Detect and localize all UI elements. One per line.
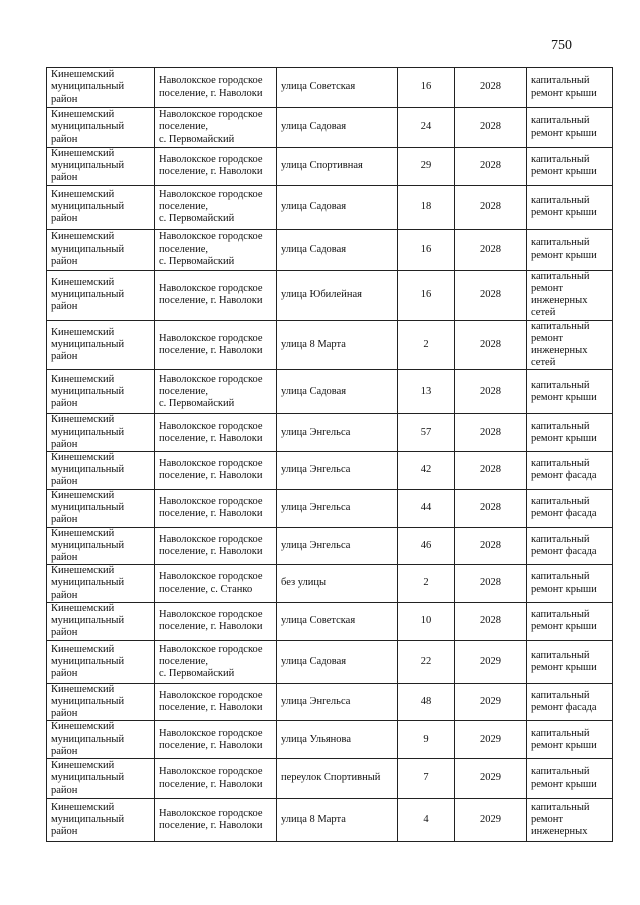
district-cell-text: Кинешемский муниципальный район <box>51 760 125 796</box>
district-cell <box>47 799 155 842</box>
settlement-cell-text: Наволокское городское поселение, г. Наволоки <box>159 154 263 178</box>
street-cell <box>277 759 398 799</box>
settlement-cell <box>155 640 277 683</box>
table-body <box>47 68 613 842</box>
settlement-cell-text: Наволокское городское поселение, с. Первомайский <box>159 643 263 679</box>
house-number-cell <box>398 640 455 683</box>
street-cell-text: улица Садовая <box>281 201 347 212</box>
street-cell-text: улица Ульянова <box>281 733 352 745</box>
house-number-cell <box>398 320 455 370</box>
district-cell-text: Кинешемский муниципальный район <box>51 276 125 313</box>
district-cell-text: Кинешемский муниципальный район <box>51 69 125 105</box>
house-number-cell-text: 9 <box>423 733 429 745</box>
work-type-cell <box>527 108 613 148</box>
street-cell <box>277 320 398 370</box>
table-row <box>47 565 613 603</box>
street-cell-text: улица 8 Марта <box>281 813 346 825</box>
year-cell-text: 2029 <box>480 696 501 708</box>
work-type-cell-text: капитальный ремонт инженерных <box>531 801 590 838</box>
year-cell-text: 2028 <box>480 243 501 255</box>
street-cell-text: улица 8 Марта <box>281 338 346 350</box>
house-number-cell <box>398 148 455 186</box>
street-cell-text: без улицы <box>281 577 327 589</box>
year-cell <box>455 527 527 565</box>
year-cell-text: 2029 <box>480 733 501 745</box>
work-type-cell-text: капитальный ремонт крыши <box>531 237 597 261</box>
work-type-cell-text: капитальный ремонт инженерных сетей <box>531 270 590 319</box>
year-cell <box>455 602 527 640</box>
year-cell <box>455 565 527 603</box>
table-row <box>47 721 613 759</box>
table-row <box>47 799 613 842</box>
work-type-cell <box>527 602 613 640</box>
settlement-cell-text: Наволокское городское поселение, г. Наволоки <box>159 533 263 557</box>
house-number-cell-text: 10 <box>420 615 432 627</box>
year-cell-text: 2028 <box>480 338 501 350</box>
street-cell <box>277 270 398 320</box>
work-type-cell <box>527 799 613 842</box>
page-number: 750 <box>551 38 572 53</box>
work-type-cell <box>527 489 613 527</box>
work-type-cell <box>527 759 613 799</box>
work-type-cell <box>527 68 613 108</box>
work-type-cell <box>527 270 613 320</box>
year-cell <box>455 414 527 452</box>
work-type-cell <box>527 320 613 370</box>
house-number-cell-text: 24 <box>420 121 432 133</box>
table-row <box>47 489 613 527</box>
house-number-cell <box>398 185 455 229</box>
year-cell <box>455 489 527 527</box>
street-cell-text: улица Советская <box>281 81 356 93</box>
year-cell-text: 2028 <box>480 289 501 300</box>
district-cell-text: Кинешемский муниципальный район <box>51 683 125 720</box>
street-cell-text: улица Энгельса <box>281 464 351 476</box>
street-cell-text: улица Советская <box>281 615 356 627</box>
street-cell <box>277 527 398 565</box>
district-cell-text: Кинешемский муниципальный район <box>51 489 125 526</box>
district-cell-text: Кинешемский муниципальный район <box>51 721 125 757</box>
year-cell <box>455 108 527 148</box>
year-cell <box>455 683 527 721</box>
work-type-cell <box>527 229 613 270</box>
house-number-cell <box>398 229 455 270</box>
street-cell-text: улица Энгельса <box>281 696 351 708</box>
work-type-cell-text: капитальный ремонт фасада <box>531 458 597 482</box>
settlement-cell <box>155 602 277 640</box>
district-cell-text: Кинешемский муниципальный район <box>51 231 125 267</box>
work-type-cell-text: капитальный ремонт крыши <box>531 571 597 595</box>
work-type-cell-text: капитальный ремонт крыши <box>531 420 597 444</box>
house-number-cell <box>398 489 455 527</box>
settlement-cell <box>155 683 277 721</box>
settlement-cell <box>155 68 277 108</box>
work-type-cell <box>527 527 613 565</box>
house-number-cell <box>398 414 455 452</box>
district-cell-text: Кинешемский муниципальный район <box>51 414 125 450</box>
work-type-cell-text: капитальный ремонт крыши <box>531 75 597 99</box>
work-type-cell <box>527 148 613 186</box>
year-cell <box>455 721 527 759</box>
district-cell <box>47 229 155 270</box>
house-number-cell-text: 44 <box>420 502 432 514</box>
work-type-cell-text: капитальный ремонт крыши <box>531 766 597 790</box>
street-cell <box>277 565 398 603</box>
table-row <box>47 527 613 565</box>
house-number-cell <box>398 452 455 490</box>
district-cell <box>47 527 155 565</box>
year-cell-text: 2029 <box>480 813 501 825</box>
house-number-cell-text: 4 <box>423 813 429 825</box>
house-number-cell-text: 22 <box>420 655 432 667</box>
housing-repair-table <box>46 67 613 842</box>
work-type-cell-text: капитальный ремонт фасада <box>531 689 597 714</box>
house-number-cell <box>398 370 455 414</box>
settlement-cell <box>155 148 277 186</box>
house-number-cell-text: 7 <box>423 772 429 784</box>
table-row <box>47 683 613 721</box>
settlement-cell-text: Наволокское городское поселение, с. Первомайский <box>159 109 263 145</box>
table-row <box>47 602 613 640</box>
district-cell <box>47 414 155 452</box>
district-cell <box>47 108 155 148</box>
street-cell <box>277 108 398 148</box>
district-cell-text: Кинешемский муниципальный район <box>51 643 125 679</box>
district-cell <box>47 68 155 108</box>
settlement-cell <box>155 108 277 148</box>
work-type-cell <box>527 640 613 683</box>
district-cell <box>47 370 155 414</box>
settlement-cell <box>155 370 277 414</box>
table-row <box>47 68 613 108</box>
table-row <box>47 320 613 370</box>
settlement-cell-text: Наволокское городское поселение, г. Наволоки <box>159 807 263 832</box>
district-cell-text: Кинешемский муниципальный район <box>51 109 125 145</box>
year-cell-text: 2028 <box>480 81 501 93</box>
house-number-cell <box>398 270 455 320</box>
settlement-cell <box>155 799 277 842</box>
house-number-cell <box>398 565 455 603</box>
work-type-cell-text: капитальный ремонт крыши <box>531 727 597 751</box>
district-cell <box>47 565 155 603</box>
house-number-cell-text: 2 <box>423 577 429 589</box>
year-cell-text: 2028 <box>480 615 501 627</box>
year-cell <box>455 370 527 414</box>
district-cell-text: Кинешемский муниципальный район <box>51 565 125 601</box>
settlement-cell-text: Наволокское городское поселение, г. Наволоки <box>159 420 263 444</box>
district-cell <box>47 489 155 527</box>
work-type-cell-text: капитальный ремонт крыши <box>531 115 597 139</box>
year-cell-text: 2028 <box>480 502 501 514</box>
settlement-cell <box>155 565 277 603</box>
year-cell-text: 2028 <box>480 121 501 133</box>
table-row <box>47 370 613 414</box>
street-cell <box>277 683 398 721</box>
house-number-cell <box>398 108 455 148</box>
settlement-cell-text: Наволокское городское поселение, г. Наволоки <box>159 458 263 482</box>
district-cell-text: Кинешемский муниципальный район <box>51 326 125 363</box>
district-cell <box>47 148 155 186</box>
district-cell-text: Кинешемский муниципальный район <box>51 603 125 639</box>
street-cell-text: улица Спортивная <box>281 160 363 172</box>
settlement-cell <box>155 527 277 565</box>
settlement-cell-text: Наволокское городское поселение, г. Наволоки <box>159 282 263 307</box>
table-row <box>47 759 613 799</box>
year-cell <box>455 68 527 108</box>
year-cell <box>455 229 527 270</box>
district-cell <box>47 320 155 370</box>
settlement-cell <box>155 229 277 270</box>
settlement-cell-text: Наволокское городское поселение, г. Наволоки <box>159 495 263 520</box>
house-number-cell-text: 42 <box>420 464 432 476</box>
settlement-cell <box>155 320 277 370</box>
year-cell <box>455 452 527 490</box>
street-cell-text: улица Энгельса <box>281 502 351 514</box>
district-cell-text: Кинешемский муниципальный район <box>51 188 125 225</box>
street-cell <box>277 452 398 490</box>
year-cell-text: 2028 <box>480 201 501 212</box>
street-cell <box>277 799 398 842</box>
settlement-cell-text: Наволокское городское поселение, г. Наволоки <box>159 727 263 751</box>
house-number-cell-text: 18 <box>420 201 432 212</box>
district-cell <box>47 721 155 759</box>
house-number-cell-text: 16 <box>420 81 432 93</box>
settlement-cell-text: Наволокское городское поселение, с. Первомайский <box>159 188 263 225</box>
work-type-cell-text: капитальный ремонт крыши <box>531 609 597 633</box>
table-row <box>47 108 613 148</box>
settlement-cell-text: Наволокское городское поселение, с. Первомайский <box>159 373 263 410</box>
house-number-cell <box>398 602 455 640</box>
district-cell <box>47 759 155 799</box>
house-number-cell-text: 29 <box>420 160 432 172</box>
year-cell <box>455 270 527 320</box>
street-cell-text: улица Садовая <box>281 243 347 255</box>
work-type-cell <box>527 452 613 490</box>
district-cell <box>47 185 155 229</box>
year-cell <box>455 640 527 683</box>
settlement-cell-text: Наволокское городское поселение, г. Наволоки <box>159 689 263 714</box>
street-cell <box>277 68 398 108</box>
table-row <box>47 452 613 490</box>
settlement-cell <box>155 489 277 527</box>
street-cell <box>277 640 398 683</box>
table-row <box>47 185 613 229</box>
year-cell <box>455 185 527 229</box>
settlement-cell <box>155 185 277 229</box>
year-cell-text: 2028 <box>480 539 501 551</box>
year-cell-text: 2028 <box>480 160 501 172</box>
district-cell-text: Кинешемский муниципальный район <box>51 148 125 184</box>
district-cell <box>47 640 155 683</box>
house-number-cell-text: 13 <box>420 385 432 397</box>
work-type-cell-text: капитальный ремонт крыши <box>531 649 597 673</box>
settlement-cell-text: Наволокское городское поселение, с. Станко <box>159 571 263 595</box>
district-cell-text: Кинешемский муниципальный район <box>51 452 125 488</box>
year-cell <box>455 320 527 370</box>
table-row <box>47 414 613 452</box>
house-number-cell-text: 2 <box>423 338 429 350</box>
house-number-cell-text: 46 <box>420 539 432 551</box>
house-number-cell-text: 16 <box>420 289 432 300</box>
work-type-cell-text: капитальный ремонт фасада <box>531 495 597 520</box>
settlement-cell-text: Наволокское городское поселение, г. Наволоки <box>159 75 263 99</box>
district-cell <box>47 602 155 640</box>
house-number-cell <box>398 683 455 721</box>
table-row <box>47 148 613 186</box>
house-number-cell-text: 16 <box>420 243 432 255</box>
house-number-cell <box>398 799 455 842</box>
house-number-cell <box>398 759 455 799</box>
year-cell-text: 2028 <box>480 426 501 438</box>
settlement-cell-text: Наволокское городское поселение, г. Наволоки <box>159 609 263 633</box>
work-type-cell-text: капитальный ремонт крыши <box>531 154 597 178</box>
street-cell-text: улица Садовая <box>281 655 347 667</box>
house-number-cell-text: 57 <box>420 426 432 438</box>
street-cell <box>277 721 398 759</box>
year-cell-text: 2029 <box>480 772 501 784</box>
street-cell-text: улица Садовая <box>281 121 347 133</box>
work-type-cell-text: капитальный ремонт крыши <box>531 194 597 219</box>
district-cell-text: Кинешемский муниципальный район <box>51 527 125 564</box>
year-cell-text: 2028 <box>480 464 501 476</box>
settlement-cell <box>155 270 277 320</box>
district-cell-text: Кинешемский муниципальный район <box>51 801 125 838</box>
settlement-cell-text: Наволокское городское поселение, г. Наволоки <box>159 766 263 790</box>
year-cell-text: 2028 <box>480 577 501 589</box>
house-number-cell <box>398 527 455 565</box>
house-number-cell-text: 48 <box>420 696 432 708</box>
work-type-cell <box>527 565 613 603</box>
year-cell-text: 2028 <box>480 385 501 397</box>
street-cell-text: улица Садовая <box>281 385 347 397</box>
settlement-cell <box>155 759 277 799</box>
year-cell <box>455 148 527 186</box>
settlement-cell <box>155 414 277 452</box>
settlement-cell-text: Наволокское городское поселение, г. Наволоки <box>159 332 263 357</box>
street-cell-text: улица Энгельса <box>281 539 351 551</box>
district-cell-text: Кинешемский муниципальный район <box>51 373 125 410</box>
work-type-cell <box>527 370 613 414</box>
district-cell <box>47 683 155 721</box>
table-row <box>47 270 613 320</box>
street-cell-text: улица Энгельса <box>281 426 351 438</box>
table-row <box>47 640 613 683</box>
street-cell <box>277 414 398 452</box>
work-type-cell-text: капитальный ремонт крыши <box>531 379 597 403</box>
street-cell <box>277 370 398 414</box>
street-cell-text: улица Юбилейная <box>281 289 362 300</box>
year-cell <box>455 759 527 799</box>
year-cell-text: 2029 <box>480 655 501 667</box>
settlement-cell <box>155 452 277 490</box>
work-type-cell <box>527 683 613 721</box>
street-cell <box>277 489 398 527</box>
work-type-cell <box>527 185 613 229</box>
table-row <box>47 229 613 270</box>
street-cell <box>277 185 398 229</box>
street-cell <box>277 148 398 186</box>
settlement-cell-text: Наволокское городское поселение, с. Первомайский <box>159 231 263 267</box>
year-cell <box>455 799 527 842</box>
house-number-cell <box>398 721 455 759</box>
settlement-cell <box>155 721 277 759</box>
street-cell <box>277 229 398 270</box>
work-type-cell-text: капитальный ремонт фасада <box>531 533 597 557</box>
district-cell <box>47 270 155 320</box>
work-type-cell <box>527 721 613 759</box>
work-type-cell-text: капитальный ремонт инженерных сетей <box>531 320 590 369</box>
street-cell-text: переулок Спортивный <box>281 772 381 784</box>
work-type-cell <box>527 414 613 452</box>
street-cell <box>277 602 398 640</box>
house-number-cell <box>398 68 455 108</box>
district-cell <box>47 452 155 490</box>
